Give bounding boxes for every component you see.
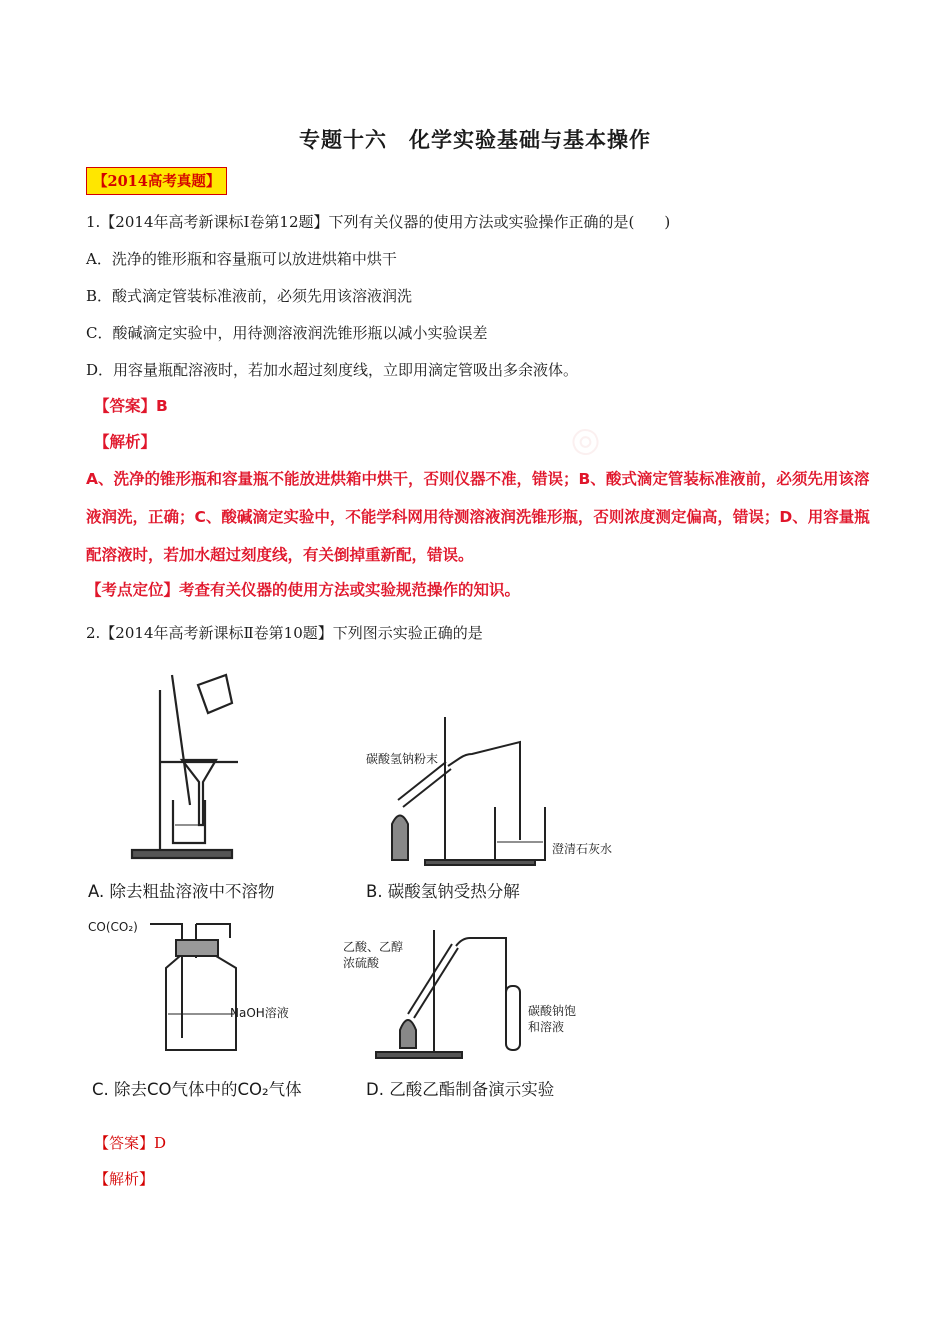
q1-option-c: C．酸碱滴定实验中，用待测溶液润洗锥形瓶以减小实验误差 xyxy=(86,324,488,342)
q1-option-b: B．酸式滴定管装标准液前，必须先用该溶液润洗 xyxy=(86,287,413,305)
figure-c-gas-label: CO(CO₂) xyxy=(88,920,138,934)
figure-d-solution-label-2: 和溶液 xyxy=(528,1020,565,1034)
q2-answer xyxy=(94,1132,166,1153)
q1-analysis-text: A、洗净的锥形瓶和容量瓶不能放进烘箱中烘干，否则仪器不准，错误；B、酸式滴定管装标准液前，必须先用该溶液润洗，正确；C、酸碱滴定实验中，不能学科网用待测溶液润洗锥形瓶，否则浓度测定偏高，错误；D、用容量瓶配溶液时，若加水超过刻度线，有关倒掉重新配，错误。 xyxy=(86,470,870,564)
figure-b-caption: B. 碳酸氢钠受热分解 xyxy=(366,882,520,901)
section-tag: 【2014高考真题】 xyxy=(86,167,227,195)
figure-b-limewater-label: 澄清石灰水 xyxy=(552,842,613,856)
q1-option-d: D．用容量瓶配溶液时，若加水超过刻度线，立即用滴定管吸出多余液体。 xyxy=(86,361,579,379)
q1-option-a: A．洗净的锥形瓶和容量瓶可以放进烘箱中烘干 xyxy=(86,250,397,268)
q1-stem: 1.【2014年高考新课标Ⅰ卷第12题】下列有关仪器的使用方法或实验操作正确的是( ) xyxy=(86,213,671,231)
q2-stem: 2.【2014年高考新课标Ⅱ卷第10题】下列图示实验正确的是 xyxy=(86,624,483,642)
q2-answer-value: D xyxy=(154,1134,167,1152)
q1-answer-label: 【答案】 xyxy=(94,397,157,415)
figure-d-solution-label-1: 碳酸钠饱 xyxy=(528,1004,577,1018)
figure-a-caption: A. 除去粗盐溶液中不溶物 xyxy=(88,882,275,901)
q1-answer xyxy=(94,394,168,416)
figure-b-powder-label: 碳酸氢钠粉末 xyxy=(366,752,439,766)
q2-answer-label: 【答案】 xyxy=(94,1134,155,1152)
watermark: ◎ xyxy=(564,416,606,464)
figure-c-gas-bottle xyxy=(140,918,260,1058)
page-title: 专题十六 化学实验基础与基本操作 xyxy=(299,128,651,152)
figure-a-filtration xyxy=(120,665,250,865)
figure-d-reagents-label-1: 乙酸、乙醇 xyxy=(343,940,404,954)
figure-d-reagents-label-2: 浓硫酸 xyxy=(343,956,380,970)
q1-answer-value: B xyxy=(156,397,168,415)
q1-analysis-label: 【解析】 xyxy=(94,433,157,451)
figure-c-caption: C. 除去CO气体中的CO₂气体 xyxy=(92,1080,302,1099)
q2-analysis-label: 【解析】 xyxy=(94,1170,155,1188)
q1-kaodian-text: 考查有关仪器的使用方法或实验规范操作的知识。 xyxy=(179,581,521,599)
figure-c-solution-label: NaOH溶液 xyxy=(230,1006,289,1020)
q1-kaodian-label: 【考点定位】 xyxy=(86,581,180,599)
figure-d-caption: D. 乙酸乙酯制备演示实验 xyxy=(366,1080,555,1099)
q1-kaodian xyxy=(86,578,520,600)
